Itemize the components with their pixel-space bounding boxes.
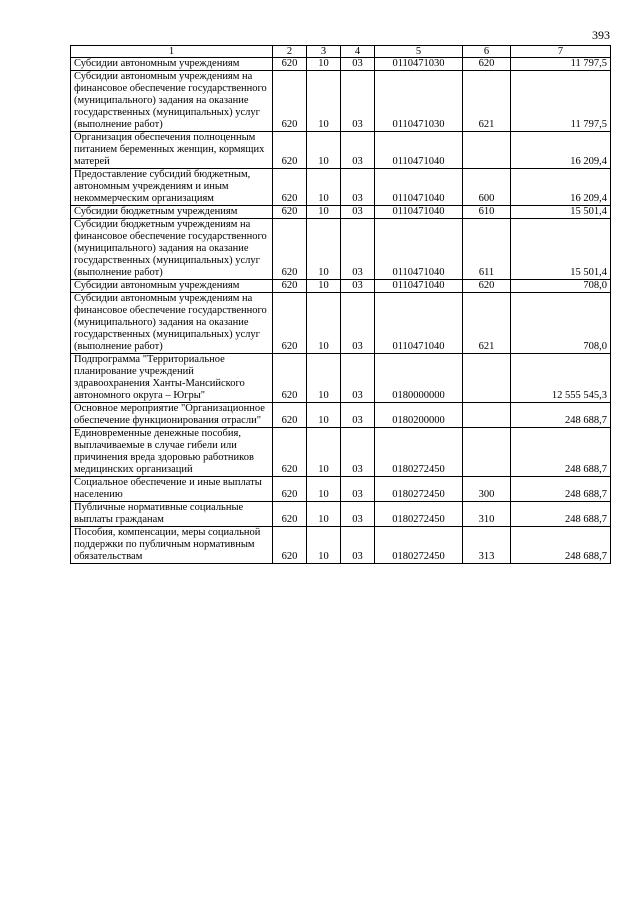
row-col-4: 03	[341, 428, 375, 477]
row-name: Субсидии бюджетным учреждениям на финансовое обеспечение государственного (муниципального) задания на оказание государственных (муниципальных) услуг (выполнение работ)	[71, 219, 273, 280]
row-col-3: 10	[307, 403, 341, 428]
table-row	[71, 132, 611, 169]
row-col-5: 0180200000	[375, 403, 463, 428]
row-name: Пособия, компенсации, меры социальной поддержки по публичным нормативным обязательствам	[71, 527, 273, 564]
page-number: 393	[592, 28, 610, 42]
table-row	[71, 477, 611, 502]
table-row	[71, 293, 611, 354]
row-name: Субсидии автономным учреждениям	[71, 58, 273, 71]
row-amount: 708,0	[511, 280, 611, 293]
row-col-4: 03	[341, 71, 375, 132]
row-col-4: 03	[341, 293, 375, 354]
row-col-3: 10	[307, 132, 341, 169]
row-col-4: 03	[341, 169, 375, 206]
row-col-2: 620	[273, 502, 307, 527]
table-row	[71, 428, 611, 477]
table-row	[71, 280, 611, 293]
row-col-6	[463, 428, 511, 477]
table-body	[71, 58, 611, 564]
row-amount: 248 688,7	[511, 477, 611, 502]
table-row	[71, 354, 611, 403]
header-col-6: 6	[463, 46, 511, 58]
row-amount: 248 688,7	[511, 428, 611, 477]
row-col-5: 0180272450	[375, 502, 463, 527]
row-col-5: 0180000000	[375, 354, 463, 403]
row-amount: 16 209,4	[511, 132, 611, 169]
row-col-6: 621	[463, 293, 511, 354]
row-col-3: 10	[307, 206, 341, 219]
header-col-4: 4	[341, 46, 375, 58]
row-col-6: 620	[463, 58, 511, 71]
table-row	[71, 206, 611, 219]
row-col-2: 620	[273, 403, 307, 428]
row-col-6: 611	[463, 219, 511, 280]
row-col-6: 310	[463, 502, 511, 527]
row-col-4: 03	[341, 132, 375, 169]
table-row	[71, 527, 611, 564]
row-col-5: 0110471030	[375, 71, 463, 132]
row-col-3: 10	[307, 169, 341, 206]
row-col-5: 0180272450	[375, 527, 463, 564]
table-row	[71, 502, 611, 527]
row-col-6: 610	[463, 206, 511, 219]
row-col-6: 621	[463, 71, 511, 132]
row-amount: 248 688,7	[511, 527, 611, 564]
row-col-2: 620	[273, 169, 307, 206]
row-col-2: 620	[273, 428, 307, 477]
row-col-4: 03	[341, 58, 375, 71]
row-col-2: 620	[273, 280, 307, 293]
row-col-2: 620	[273, 477, 307, 502]
row-col-6	[463, 354, 511, 403]
row-col-3: 10	[307, 71, 341, 132]
row-name: Субсидии автономным учреждениям на финансовое обеспечение государственного (муниципального) задания на оказание государственных (муниципальных) услуг (выполнение работ)	[71, 293, 273, 354]
table-row	[71, 71, 611, 132]
row-col-4: 03	[341, 354, 375, 403]
header-col-1: 1	[71, 46, 273, 58]
row-col-2: 620	[273, 206, 307, 219]
row-col-4: 03	[341, 206, 375, 219]
row-col-3: 10	[307, 477, 341, 502]
row-col-2: 620	[273, 354, 307, 403]
row-col-3: 10	[307, 502, 341, 527]
row-col-5: 0110471040	[375, 206, 463, 219]
budget-table	[70, 45, 611, 564]
row-col-5: 0110471040	[375, 132, 463, 169]
row-col-4: 03	[341, 219, 375, 280]
header-row	[71, 46, 611, 58]
row-col-5: 0180272450	[375, 477, 463, 502]
row-col-5: 0110471040	[375, 280, 463, 293]
header-col-5: 5	[375, 46, 463, 58]
row-col-4: 03	[341, 280, 375, 293]
row-col-6	[463, 132, 511, 169]
row-name: Субсидии бюджетным учреждениям	[71, 206, 273, 219]
row-col-5: 0110471040	[375, 219, 463, 280]
row-amount: 16 209,4	[511, 169, 611, 206]
row-col-4: 03	[341, 477, 375, 502]
row-col-3: 10	[307, 428, 341, 477]
row-col-5: 0110471040	[375, 293, 463, 354]
row-amount: 15 501,4	[511, 219, 611, 280]
row-col-5: 0180272450	[375, 428, 463, 477]
table-row	[71, 219, 611, 280]
row-col-5: 0110471040	[375, 169, 463, 206]
row-amount: 11 797,5	[511, 71, 611, 132]
table-row	[71, 169, 611, 206]
row-col-2: 620	[273, 58, 307, 71]
row-name: Субсидии автономным учреждениям	[71, 280, 273, 293]
row-col-6	[463, 403, 511, 428]
row-amount: 15 501,4	[511, 206, 611, 219]
header-col-2: 2	[273, 46, 307, 58]
row-name: Публичные нормативные социальные выплаты гражданам	[71, 502, 273, 527]
row-amount: 708,0	[511, 293, 611, 354]
header-col-7: 7	[511, 46, 611, 58]
table-header	[71, 46, 611, 58]
table-row	[71, 58, 611, 71]
row-amount: 11 797,5	[511, 58, 611, 71]
row-col-2: 620	[273, 219, 307, 280]
row-col-4: 03	[341, 403, 375, 428]
header-col-3: 3	[307, 46, 341, 58]
row-name: Единовременные денежные пособия, выплачиваемые в случае гибели или причинения вреда здоровью работников медицинских организаций	[71, 428, 273, 477]
row-amount: 248 688,7	[511, 502, 611, 527]
row-col-2: 620	[273, 293, 307, 354]
row-col-6: 300	[463, 477, 511, 502]
row-col-6: 620	[463, 280, 511, 293]
row-name: Субсидии автономным учреждениям на финансовое обеспечение государственного (муниципального) задания на оказание государственных (муниципальных) услуг (выполнение работ)	[71, 71, 273, 132]
row-name: Основное мероприятие "Организационное обеспечение функционирования отрасли"	[71, 403, 273, 428]
row-name: Социальное обеспечение и иные выплаты населению	[71, 477, 273, 502]
row-col-4: 03	[341, 527, 375, 564]
row-name: Подпрограмма "Территориальное планирование учреждений здравоохранения Ханты-Мансийского автономного округа – Югры"	[71, 354, 273, 403]
row-col-6: 600	[463, 169, 511, 206]
row-col-4: 03	[341, 502, 375, 527]
row-col-2: 620	[273, 71, 307, 132]
row-col-3: 10	[307, 527, 341, 564]
row-col-5: 0110471030	[375, 58, 463, 71]
table-row	[71, 403, 611, 428]
row-amount: 248 688,7	[511, 403, 611, 428]
row-col-3: 10	[307, 58, 341, 71]
row-name: Организация обеспечения полноценным питанием беременных женщин, кормящих матерей	[71, 132, 273, 169]
row-col-3: 10	[307, 219, 341, 280]
row-name: Предоставление субсидий бюджетным, автономным учреждениям и иным некоммерческим организациям	[71, 169, 273, 206]
row-col-2: 620	[273, 527, 307, 564]
row-col-3: 10	[307, 354, 341, 403]
row-col-6: 313	[463, 527, 511, 564]
row-col-2: 620	[273, 132, 307, 169]
row-col-3: 10	[307, 293, 341, 354]
row-amount: 12 555 545,3	[511, 354, 611, 403]
row-col-3: 10	[307, 280, 341, 293]
